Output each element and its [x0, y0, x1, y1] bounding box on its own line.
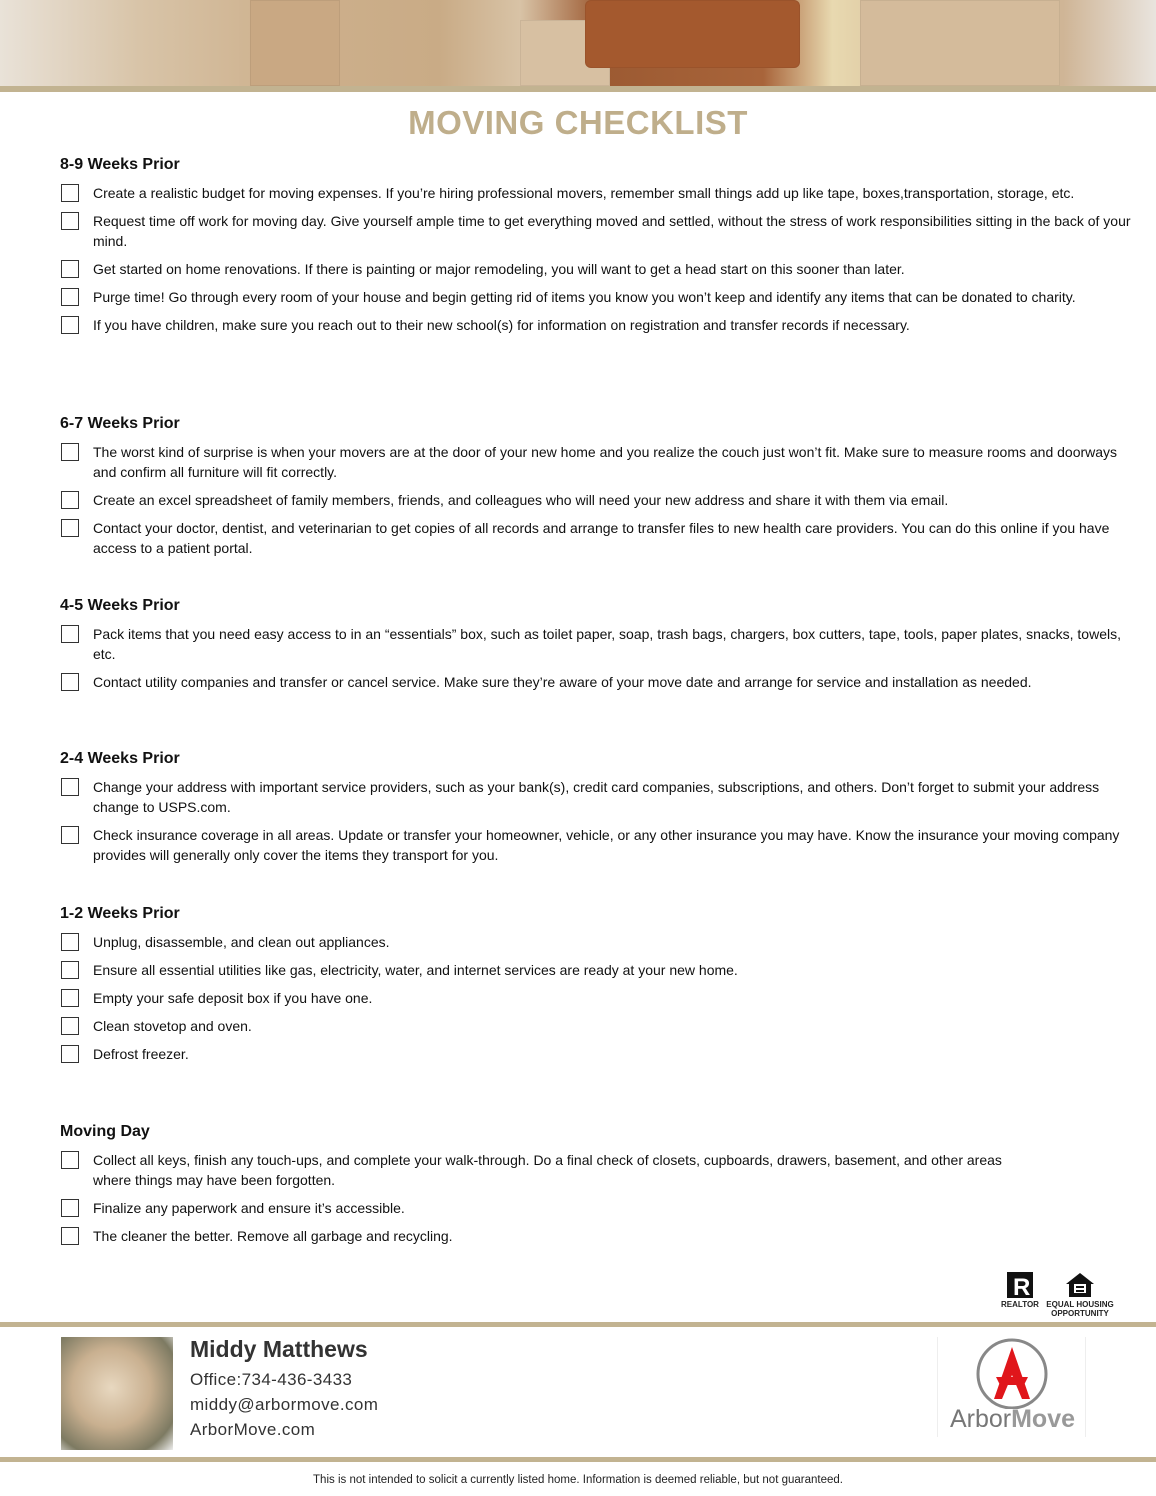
- agent-email[interactable]: middy@arbormove.com: [190, 1395, 379, 1414]
- realtor-label: REALTOR: [1001, 1300, 1039, 1309]
- checklist-item: [60, 777, 1140, 817]
- checklist-item-text: Contact utility companies and transfer or cancel service. Make sure they’re aware of your move date and arrange for service and installation as needed.: [93, 674, 1032, 690]
- checklist-item-text: Create a realistic budget for moving expenses. If you’re hiring professional movers, remember small things add up like tape, boxes,transportation, storage, etc.: [93, 185, 1075, 201]
- checklist-item-text: Empty your safe deposit box if you have one.: [93, 990, 373, 1006]
- checkbox[interactable]: [61, 288, 79, 306]
- checkbox[interactable]: [61, 1199, 79, 1217]
- checklist-item-text: Purge time! Go through every room of your house and begin getting rid of items you know you won’t keep and identify any items that can be donated to charity.: [93, 289, 1076, 305]
- section-heading: 2-4 Weeks Prior: [60, 750, 180, 767]
- agent-website[interactable]: ArborMove.com: [190, 1420, 316, 1439]
- checkbox[interactable]: [61, 778, 79, 796]
- agent-photo: [61, 1337, 173, 1450]
- checklist-item-text: Create an excel spreadsheet of family members, friends, and colleagues who will need your new address and share it with them via email.: [93, 492, 949, 508]
- checkbox[interactable]: [61, 826, 79, 844]
- checklist-item-text: The cleaner the better. Remove all garbage and recycling.: [93, 1228, 453, 1244]
- checklist-item: [60, 960, 1140, 980]
- checkbox[interactable]: [61, 625, 79, 643]
- section-heading: Moving Day: [60, 1123, 150, 1140]
- badges: [1000, 1272, 1116, 1318]
- checklist-item-text: Pack items that you need easy access to in an “essentials” box, such as toilet paper, soap, trash bags, chargers, box cutters, tape, tools, paper plates, snacks, towels, etc.: [93, 626, 1121, 662]
- checkbox[interactable]: [61, 1227, 79, 1245]
- logo-text-arbor: Arbor: [949, 1405, 1012, 1433]
- arbormove-logo: [937, 1337, 1086, 1437]
- checklist-item-text: If you have children, make sure you reach out to their new school(s) for information on registration and transfer records if necessary.: [93, 317, 910, 333]
- checklist-item: [60, 211, 1140, 251]
- checklist-item: [60, 490, 1140, 510]
- svg-text:R: R: [1013, 1274, 1031, 1298]
- checklist-item-text: Get started on home renovations. If there is painting or major remodeling, you will want to get a head start on this sooner than later.: [93, 261, 905, 277]
- checkbox[interactable]: [61, 1151, 79, 1169]
- checklist-item: [60, 315, 1140, 335]
- checklist-item: [60, 1016, 1140, 1036]
- section-heading: 8-9 Weeks Prior: [60, 156, 180, 173]
- checklist-item: [60, 932, 1140, 952]
- equal-housing-label: EQUAL HOUSING OPPORTUNITY: [1046, 1300, 1114, 1318]
- checkbox[interactable]: [61, 260, 79, 278]
- checklist-item-text: Contact your doctor, dentist, and veterinarian to get copies of all records and arrange to transfer files to new health care providers. You can do this online if you have access to a patient portal.: [93, 520, 1110, 556]
- checklist-item-text: Clean stovetop and oven.: [93, 1018, 252, 1034]
- agent-office-phone[interactable]: Office:734-436-3433: [190, 1370, 353, 1389]
- checklist-item-text: Check insurance coverage in all areas. Update or transfer your homeowner, vehicle, or any other insurance you may have. Know the insurance your moving company provides will generally only cover the items they transport for you.: [93, 827, 1120, 863]
- checklist-section: [60, 156, 1140, 343]
- checklist-item: [60, 988, 1140, 1008]
- checklist-item: [60, 1198, 1140, 1218]
- checklist-item-text: Defrost freezer.: [93, 1046, 189, 1062]
- checkbox[interactable]: [61, 212, 79, 230]
- checklist-section: [60, 750, 1140, 873]
- checkbox[interactable]: [61, 519, 79, 537]
- checklist-item: [60, 442, 1140, 482]
- checklist-item: [60, 624, 1140, 664]
- arbormove-mark-icon: [938, 1337, 1087, 1409]
- checklist-item: [60, 672, 1140, 692]
- section-heading: 6-7 Weeks Prior: [60, 415, 180, 432]
- section-heading: 1-2 Weeks Prior: [60, 905, 180, 922]
- header-divider: [0, 86, 1156, 92]
- checklist-item: [60, 825, 1140, 865]
- checkbox[interactable]: [61, 989, 79, 1007]
- realtor-icon: [1007, 1272, 1033, 1298]
- agent-name: Middy Matthews: [190, 1336, 368, 1362]
- footer-divider-top: [0, 1322, 1156, 1327]
- checklist-item-text: The worst kind of surprise is when your movers are at the door of your new home and you realize the couch just won’t fit. Make sure to measure rooms and doorways and confirm all furniture will fit correctly.: [93, 444, 1118, 480]
- checkbox[interactable]: [61, 933, 79, 951]
- checklist-item-text: Request time off work for moving day. Give yourself ample time to get everything moved and settled, without the stress of work responsibilities sitting in the back of your mind.: [93, 213, 1131, 249]
- checkbox[interactable]: [61, 491, 79, 509]
- logo-text-move: Move: [1011, 1405, 1076, 1433]
- realtor-badge: [1000, 1272, 1040, 1309]
- checklist-item: [60, 259, 1140, 279]
- equal-housing-badge: [1044, 1272, 1116, 1318]
- checklist-item-text: Finalize any paperwork and ensure it’s accessible.: [93, 1200, 405, 1216]
- checkbox[interactable]: [61, 443, 79, 461]
- checklist-item-text: Ensure all essential utilities like gas, electricity, water, and internet services are ready at your new home.: [93, 962, 738, 978]
- checklist-section: [60, 1123, 1140, 1254]
- checklist-item-text: Change your address with important service providers, such as your bank(s), credit card companies, subscriptions, and others. Don’t forget to submit your address change to USPS.com.: [93, 779, 1100, 815]
- checklist-item: [60, 1044, 1140, 1064]
- page-title: MOVING CHECKLIST: [408, 104, 748, 141]
- checklist-section: [60, 905, 1140, 1072]
- checkbox[interactable]: [61, 961, 79, 979]
- checklist-section: [60, 415, 1140, 566]
- checklist-item-text: Collect all keys, finish any touch-ups, and complete your walk-through. Do a final check of closets, cupboards, drawers, basement, and other areas where things may have been forgotten.: [93, 1152, 1002, 1188]
- equal-housing-icon: [1065, 1272, 1095, 1298]
- checklist-item: [60, 518, 1140, 558]
- checkbox[interactable]: [61, 1017, 79, 1035]
- checklist-item-text: Unplug, disassemble, and clean out appliances.: [93, 934, 390, 950]
- checklist-item: [60, 1150, 1140, 1190]
- checklist-item: [60, 1226, 1140, 1246]
- checklist-item: [60, 183, 1140, 203]
- checkbox[interactable]: [61, 184, 79, 202]
- footer-divider-bottom: [0, 1457, 1156, 1462]
- section-heading: 4-5 Weeks Prior: [60, 597, 180, 614]
- disclaimer: This is not intended to solicit a currently listed home. Information is deemed reliable, but not guaranteed.: [313, 1474, 843, 1486]
- checklist-item: [60, 287, 1140, 307]
- checklist-section: [60, 597, 1140, 700]
- checkbox[interactable]: [61, 316, 79, 334]
- checkbox[interactable]: [61, 673, 79, 691]
- checkbox[interactable]: [61, 1045, 79, 1063]
- header-photo: [0, 0, 1156, 86]
